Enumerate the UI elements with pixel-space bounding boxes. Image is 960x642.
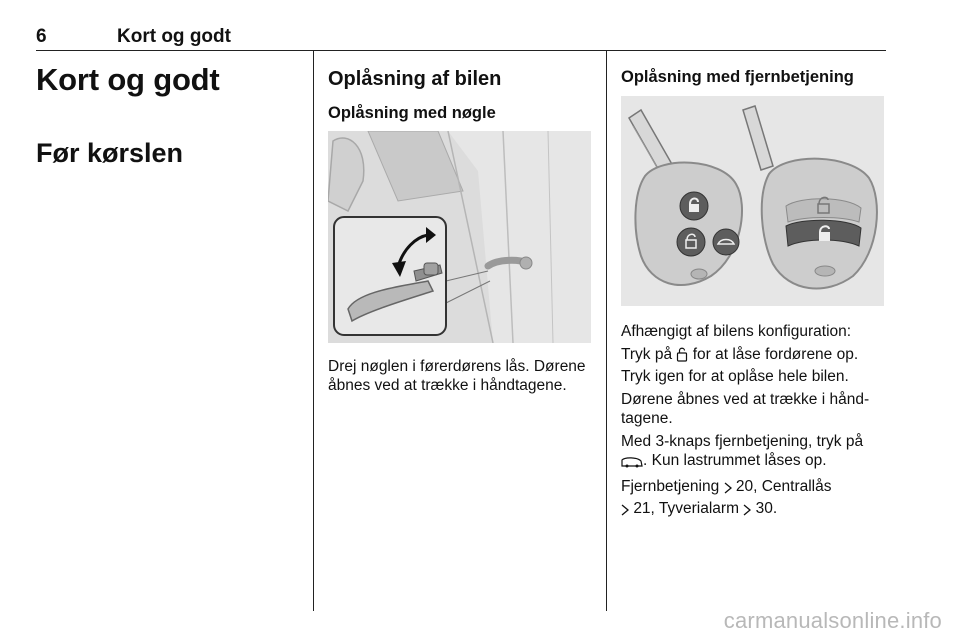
door-handles-paragraph: Dørene åbnes ved at trække i hånd-tagene. — [621, 391, 870, 427]
xref-alarm-page: 30. — [755, 500, 778, 517]
watermark: carmanualsonline.info — [723, 608, 942, 633]
page-reference-arrow-icon — [724, 480, 732, 499]
xref-remote-label: Fjernbetjening — [621, 478, 720, 495]
subtitle-unlock-with-key: Oplåsning med nøgle — [328, 104, 496, 122]
page-reference-arrow-icon — [621, 502, 629, 521]
three-button-text-a: Med 3-knaps fjernbetjening, tryk på — [621, 433, 864, 450]
remote-unlock-text-a: Tryk på — [621, 346, 673, 363]
three-button-paragraph — [621, 432, 887, 473]
header-divider — [36, 50, 886, 51]
remote-unlock-text-b: for at låse fordørene op. Tryk igen for at oplåse hele bilen. — [621, 346, 859, 385]
page-title: Kort og godt — [36, 62, 220, 97]
remote-key-fobs-illustration — [621, 96, 884, 306]
page-number: 6 — [36, 26, 47, 47]
xref-alarm: 21, Tyverialarm — [633, 500, 739, 517]
cross-reference-paragraph — [621, 477, 887, 521]
chapter-title: Kort og godt — [117, 26, 231, 47]
remote-config-paragraph: Afhængigt af bilens konfiguration: — [621, 323, 852, 340]
three-button-text-b: . Kun lastrummet låses op. — [643, 452, 827, 469]
section-title-before-driving: Før kørslen — [36, 138, 184, 168]
key-unlock-instructions — [328, 357, 594, 395]
unlock-icon — [676, 347, 688, 367]
xref-central-lock: 20, Centrallås — [735, 478, 832, 495]
remote-fobs-figure — [621, 96, 884, 306]
subtitle-unlock-with-remote: Oplåsning med fjernbetjening — [621, 68, 854, 86]
remote-unlock-instructions — [621, 322, 887, 521]
key-in-door-lock-illustration — [328, 131, 591, 343]
key-unlock-paragraph: Drej nøglen i førerdørens lås. Dørene åbnes ved at trække i håndtagene. — [328, 358, 586, 394]
column-divider-2 — [606, 50, 607, 611]
remote-unlock-paragraph — [621, 345, 887, 386]
column-divider-1 — [313, 50, 314, 611]
section-title-unlocking: Oplåsning af bilen — [328, 68, 502, 90]
page-reference-arrow-icon — [743, 502, 751, 521]
van-cargo-icon — [621, 454, 643, 473]
key-door-lock-figure — [328, 131, 591, 343]
